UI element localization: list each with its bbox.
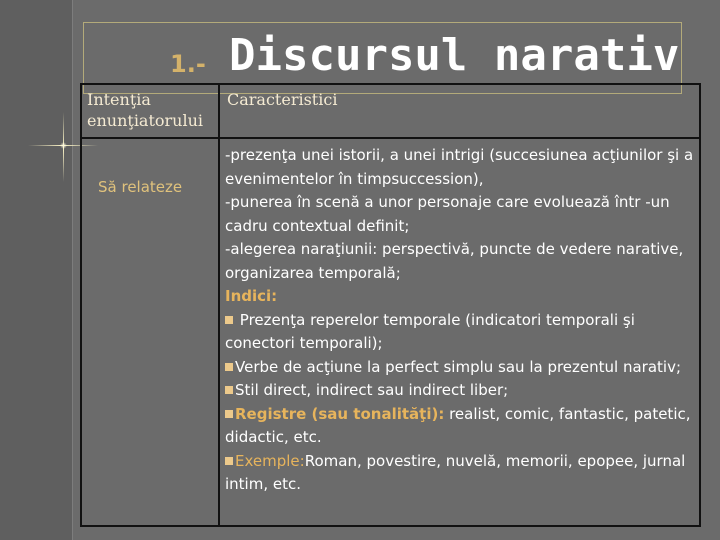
bullet-label: Registre (sau tonalităţi): [235, 404, 445, 423]
bullet-text: Prezenţa reperelor temporale (indicatori temporali şi conectori temporali); [225, 310, 635, 352]
slide-title: Discursul narativ [229, 30, 680, 81]
table-header-divider [80, 137, 701, 139]
bullet-text: Roman, povestire, nuvelă, memorii, epopee, jurnal intim, etc. [225, 451, 686, 493]
square-bullet-icon [225, 410, 233, 418]
characteristics-cell [225, 144, 700, 497]
square-bullet-icon [225, 457, 233, 465]
table-column-divider [218, 83, 220, 527]
characteristic-line: -alegerea naraţiunii: perspectivă, puncte de vedere narative, organizarea temporală; [225, 240, 684, 282]
characteristic-line: -punerea în scenă a unor personaje care evoluează într -un cadru contextual definit; [225, 193, 670, 235]
bullet-text: realist, comic, fantastic, patetic, didactic, etc. [225, 404, 691, 446]
bullet-text: Verbe de acţiune la perfect simplu sau la prezentul narativ; [235, 357, 682, 376]
bullet-label: Exemple: [235, 451, 305, 470]
bullet-item [225, 379, 700, 403]
left-band [0, 0, 72, 540]
bullet-item [225, 403, 700, 450]
sparkle-icon [60, 142, 67, 149]
bullet-item [225, 356, 700, 380]
bullet-text: Stil direct, indirect sau indirect liber; [235, 381, 509, 399]
characteristic-line: -prezenţa unei istorii, a unei intrigi (succesiunea acţiunilor şi a evenimentelor în timpsuccession), [225, 146, 694, 188]
header-characteristics: Caracteristici [227, 90, 338, 109]
header-intent: Intenţia enunţiatorului [87, 90, 204, 130]
vertical-rule [72, 0, 73, 540]
square-bullet-icon [225, 363, 233, 371]
square-bullet-icon [225, 316, 233, 324]
bullet-item [225, 450, 700, 497]
square-bullet-icon [225, 386, 233, 394]
title-number: 1.- [170, 50, 206, 78]
bullet-item [225, 309, 700, 356]
intent-cell: Să relateze [98, 178, 183, 196]
indici-label: Indici: [225, 287, 278, 305]
